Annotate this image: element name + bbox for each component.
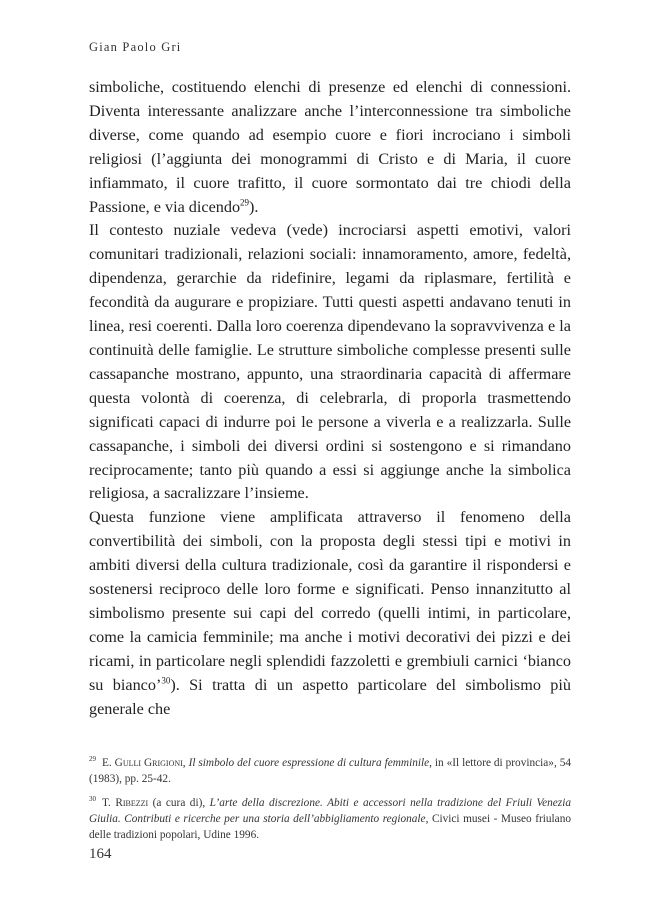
footnote-title: Il simbolo del cuore espressione di cultura femminile bbox=[188, 757, 430, 769]
footnote-author: T. Ribezzi bbox=[102, 797, 149, 809]
running-head-author: Gian Paolo Gri bbox=[89, 40, 182, 54]
paragraph-3-end: ). Si tratta di un aspetto particolare del simbolismo più generale che bbox=[89, 675, 571, 718]
footnote-rest: , in «Il lettore di provincia», 54 (1983), pp. 25-42. bbox=[89, 757, 571, 785]
footnote-separator: , bbox=[182, 757, 189, 769]
paragraph-3-text: Questa funzione viene amplificata attraverso il fenomeno della convertibilità dei simboli, con la proposta degli stessi tipi e motivi in ambiti diversi della cultura tradizionale, così da garantire il rispondersi e sostenersi reciproco delle loro forme e significati. Penso innanzitutto al simbolismo presente sui capi del corredo (quelli intimi, in particolare, come la camicia femminile; ma anche i motivi decorativi dei pizzi e dei ricami, in particolare negli splendidi fazzoletti e grembiuli carnici ‘bianco su bianco’ bbox=[89, 508, 571, 694]
footnotes bbox=[89, 755, 571, 851]
footnote-29 bbox=[89, 755, 571, 787]
main-text bbox=[89, 76, 571, 721]
footnote-title: L’arte della discrezione. Abiti e accessori nella tradizione del Friuli Venezia Giulia. Contributi e ricerche per una storia dell’abbigliamento regionale bbox=[89, 797, 571, 825]
footnote-rest: , Civici musei - Museo friulano delle tradizioni popolari, Udine 1996. bbox=[89, 813, 571, 841]
footnote-mark: 29 bbox=[89, 755, 96, 764]
paragraph-1-end: ). bbox=[249, 197, 259, 216]
footnote-ref-30[interactable]: 30 bbox=[161, 675, 171, 686]
footnote-30 bbox=[89, 795, 571, 843]
paragraph-1 bbox=[89, 76, 571, 219]
paragraph-3 bbox=[89, 506, 571, 721]
paragraph-2: Il contesto nuziale vedeva (vede) incrociarsi aspetti emotivi, valori comunitari tradizionali, relazioni sociali: innamoramento, amore, fedeltà, dipendenza, gerarchie da ridefinire, legami da riplasmare, fertilità e fecondità da augurare e propiziare. Tutti questi aspetti andavano tenuti in linea, resi coerenti. Dalla loro coerenza dipendevano la sopravvivenza e la continuità delle famiglie. Le strutture simboliche complesse presenti sulle cassapanche mostrano, appunto, una straordinaria capacità di affermare questa volontà di coerenza, di celebrarla, di proporla trasmettendo significati capaci di indurre poi le persone a viverla e a realizzarla. Sulle cassapanche, i simboli dei diversi ordini si sostengono e si rimandano reciprocamente; tanto più quando a essi si aggiunge anche la simbolica religiosa, a sacralizzare l’insieme. bbox=[89, 221, 571, 503]
footnote-ref-29[interactable]: 29 bbox=[240, 197, 250, 208]
paragraph-1-text: simboliche, costituendo elenchi di presenze ed elenchi di connessioni. Diventa interessante analizzare anche l’interconnessione tra simboliche diverse, come quando ad esempio cuore e fiori incrociano i simboli religiosi (l’aggiunta dei monogrammi di Cristo e di Maria, il cuore infiammato, il cuore trafitto, il cuore sormontato dai tre chiodi della Passione, e via dicendo bbox=[89, 78, 571, 216]
footnote-mark: 30 bbox=[89, 795, 96, 804]
footnote-separator: (a cura di), bbox=[148, 797, 210, 809]
page-number: 164 bbox=[89, 846, 112, 862]
footnote-author: E. Gulli Grigioni bbox=[102, 757, 183, 769]
